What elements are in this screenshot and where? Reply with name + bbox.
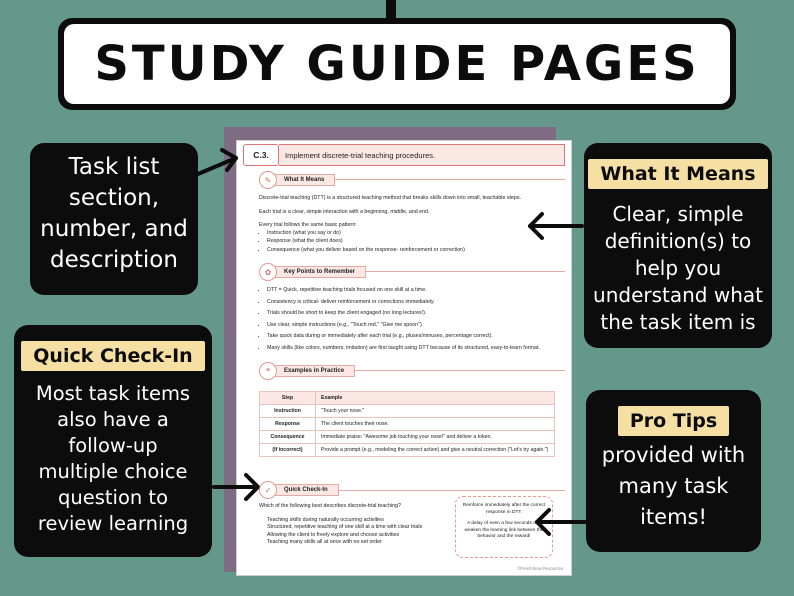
- key-point: • Take quick data during or immediately after each trial (e.g., pluses/minuses, percentage correct).: [267, 333, 559, 341]
- callout-line: number, and: [40, 216, 188, 242]
- pattern-item: • Response (what the client does): [267, 238, 559, 246]
- callout-line: help you: [634, 256, 722, 280]
- arrow-icon: [537, 510, 585, 534]
- pattern-item: • Instruction (what you say or do): [267, 230, 559, 238]
- tip-text: Reinforce immediately after the correct response in DTT.: [462, 503, 546, 515]
- quiz-question: Which of the following best describes discrete-trial teaching?: [259, 503, 401, 509]
- key-point: • Trials should be short to keep the client engaged (no long lectures!).: [267, 310, 559, 318]
- callout-line: description: [50, 247, 178, 273]
- quiz-option: Structured, repetitive teaching of one skill at a time with clear trials: [267, 524, 423, 531]
- page-title: STUDY GUIDE PAGES: [94, 36, 700, 92]
- section-title: Key Points to Remember: [273, 266, 366, 278]
- task-code: C.3.: [243, 144, 279, 166]
- key-point: • Use clear, simple instructions (e.g., "Touch red," "Give me spoon").: [267, 322, 559, 330]
- callout-line: Clear, simple: [612, 202, 744, 226]
- table-cell: "Touch your nose.": [316, 405, 555, 418]
- copyright: ©Fresh Brew Resources: [517, 566, 563, 571]
- quiz-option: Teaching many skills all at once with no set order: [267, 539, 382, 546]
- pattern-intro: Every trial follows the same basic pattern:: [259, 222, 357, 229]
- key-point: • Many skills (like colors, numbers, imitation) are first taught using DTT because of its structured, easy-to-learn format.: [267, 345, 559, 353]
- callout-line: understand what: [593, 283, 763, 307]
- trial-text: Each trial is a clear, simple interaction with a beginning, middle, and end.: [259, 208, 430, 215]
- table-cell: The client touches their nose.: [316, 418, 555, 431]
- chat-icon: ❝: [259, 362, 277, 380]
- callout-line: provided with: [601, 443, 746, 467]
- callout-line: definition(s) to: [604, 229, 752, 253]
- callout-line: follow-up: [68, 434, 158, 457]
- table-header: Step: [260, 392, 316, 405]
- lightbulb-icon: ✎: [259, 171, 277, 189]
- callout-line: question to: [57, 486, 169, 509]
- key-point: • DTT = Quick, repetitive teaching trials focused on one skill at a time.: [267, 287, 559, 295]
- callout-line: many task: [618, 474, 729, 498]
- arrow-icon: [198, 150, 236, 174]
- table-header: Example: [316, 392, 555, 405]
- definition-text: Discrete-trial teaching (DTT) is a structured teaching method that breaks skills down into small, teachable steps.: [259, 195, 522, 201]
- callout-line: Task list: [68, 154, 160, 180]
- section-title: Quick Check-In: [273, 484, 339, 496]
- table-cell: Immediate praise: "Awesome job touching your nose!" and deliver a token.: [316, 431, 555, 444]
- callout-line: the task item is: [600, 310, 756, 334]
- callout-line: Most task items: [35, 382, 191, 405]
- table-cell: (If incorrect): [260, 444, 316, 457]
- callout-line: section,: [68, 185, 160, 211]
- task-description: Implement discrete-trial teaching procedures.: [279, 144, 565, 166]
- callout-tag: What It Means: [588, 159, 767, 189]
- callout-tag: Pro Tips: [618, 406, 729, 436]
- checkmark-icon: ✓: [259, 481, 277, 499]
- tip-text: A delay of even a few seconds can weaken the learning link between the behavior and the reward!: [464, 521, 544, 540]
- callout-tag: Quick Check-In: [21, 341, 204, 371]
- arrow-icon: [214, 475, 258, 499]
- quiz-option: Teaching skills during naturally occurring activities: [267, 516, 384, 523]
- section-title: What It Means: [273, 174, 335, 186]
- callout-line: review learning: [37, 512, 189, 535]
- section-title: Examples in Practice: [273, 365, 355, 377]
- table-cell: Provide a prompt (e.g., modeling the correct action) and give a neutral correction ("Let's try again."): [316, 444, 555, 457]
- arrow-icon: [530, 214, 582, 238]
- table-cell: Instruction: [260, 405, 316, 418]
- brain-icon: ✿: [259, 263, 277, 281]
- key-point: • Consistency is critical- deliver reinforcement or corrections immediately.: [267, 299, 559, 307]
- table-cell: Response: [260, 418, 316, 431]
- callout-line: multiple choice: [38, 460, 188, 483]
- pattern-item: • Consequence (what you deliver based on the response- reinforcement or correction): [267, 247, 559, 255]
- callout-line: items!: [640, 505, 707, 529]
- table-cell: Consequence: [260, 431, 316, 444]
- quiz-option: Allowing the client to freely explore and choose activities: [267, 531, 400, 538]
- callout-line: also have a: [57, 408, 169, 431]
